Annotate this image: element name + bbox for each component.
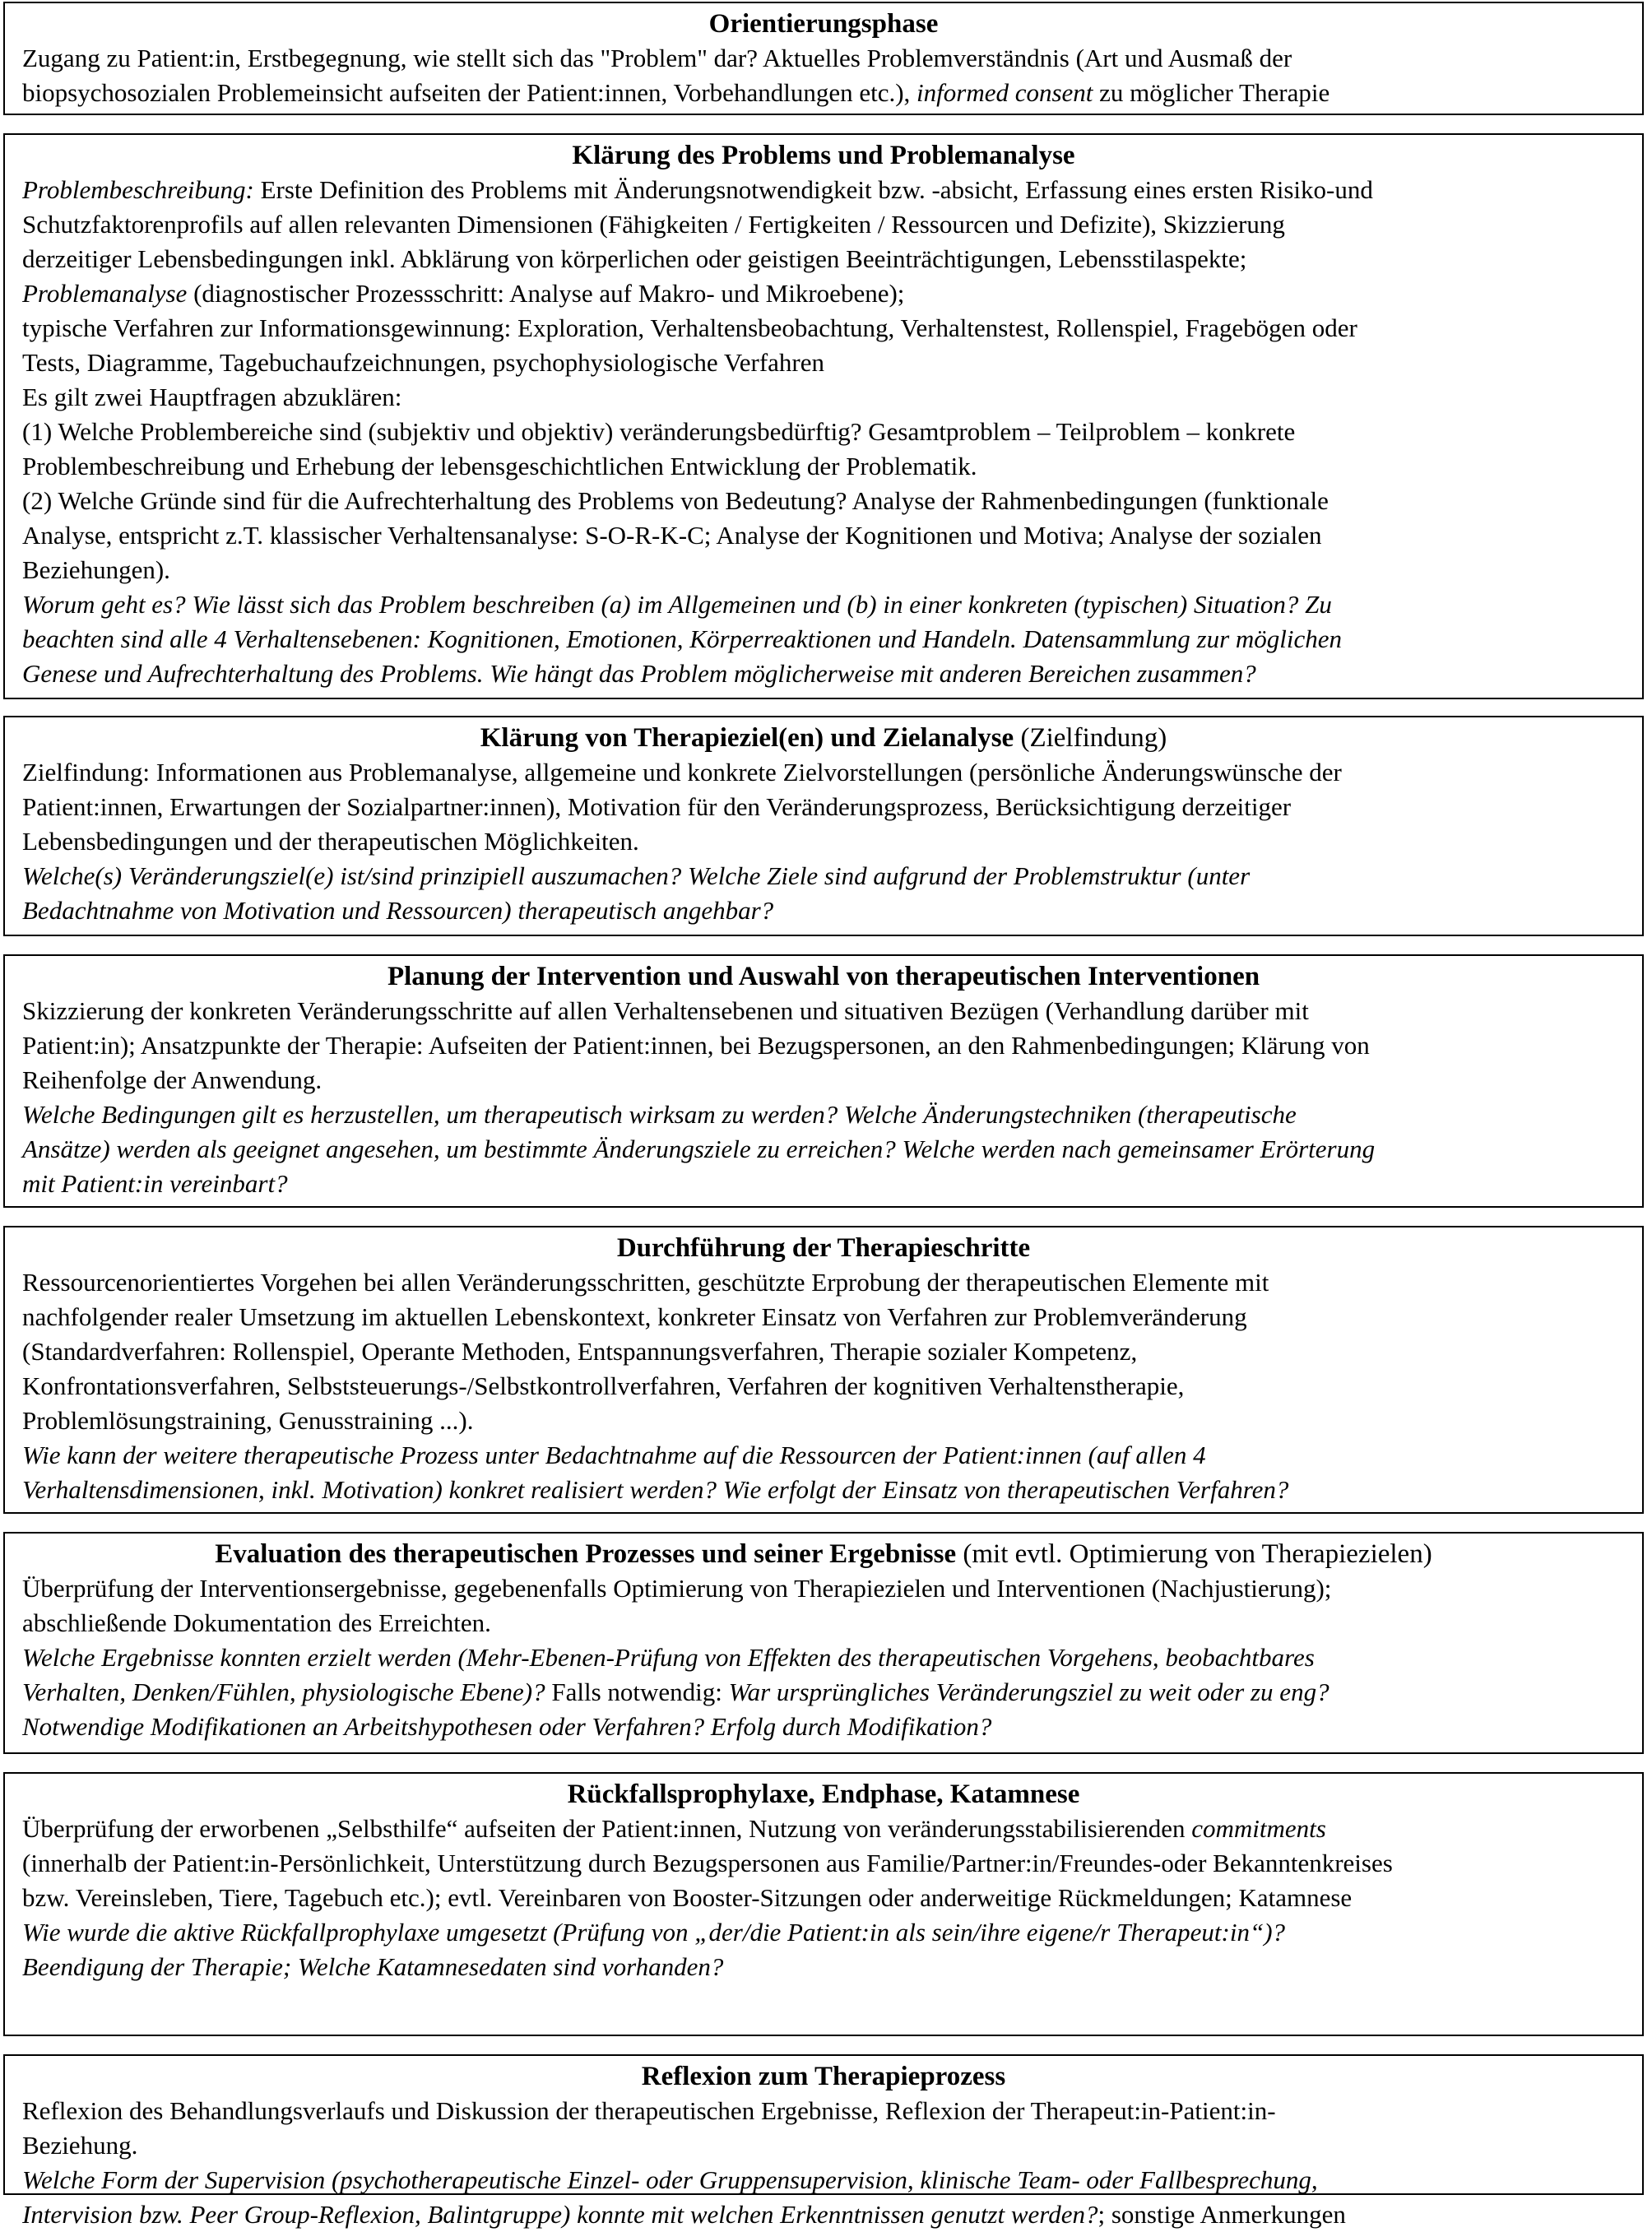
text-line [22,755,1625,790]
regular-text: nachfolgender realer Umsetzung im aktuellen Lebenskontext, konkreter Einsatz von Verfahren zur Problemveränderung [22,1302,1247,1331]
text-line [22,346,1625,380]
italic-text: Genese und Aufrechterhaltung des Problems. Wie hängt das Problem möglicherweise mit anderen Bereichen zusammen? [22,659,1256,688]
text-line [22,1063,1625,1097]
text-line [22,1404,1625,1438]
italic-text: Bedachtnahme von Motivation und Ressourcen) therapeutisch angehbar? [22,896,774,925]
regular-text: Reihenfolge der Anwendung. [22,1065,323,1094]
italic-text: Problembeschreibung: [22,175,254,204]
regular-text: Ressourcenorientiertes Vorgehen bei allen Veränderungsschritten, geschützte Erprobung der therapeutischen Elemente mit [22,1268,1269,1297]
text-line [22,1950,1625,1984]
section-title [22,1231,1625,1265]
text-line [22,380,1625,415]
italic-text: Worum geht es? Wie lässt sich das Problem beschreiben (a) im Allgemeinen und (b) in einer konkreten (typischen) Situation? Zu [22,590,1332,619]
regular-text: Erste Definition des Problems mit Änderungsnotwendigkeit bzw. -absicht, Erfassung eines ersten Risiko-und [253,175,1373,204]
regular-text: Falls notwendig: [545,1677,729,1706]
regular-text: bzw. Vereinsleben, Tiere, Tagebuch etc.); evtl. Vereinbaren von Booster-Sitzungen oder anderweitige Rückmeldungen; Katamnese [22,1883,1353,1912]
text-line [22,1369,1625,1404]
italic-text: War ursprüngliches Veränderungsziel zu weit oder zu eng? [728,1677,1329,1706]
section-title-text: Klärung des Problems und Problemanalyse [572,141,1075,170]
section-title [22,721,1625,755]
regular-text: Problemlösungstraining, Genusstraining ...). [22,1406,474,1435]
regular-text: Konfrontationsverfahren, Selbststeuerungs-/Selbstkontrollverfahren, Verfahren der kognitiven Verhaltenstherapie, [22,1371,1185,1400]
regular-text: Analyse, entspricht z.T. klassischer Verhaltensanalyse: S-O-R-K-C; Analyse der Kognitionen und Motiva; Analyse der sozialen [22,521,1322,550]
text-line [22,1915,1625,1950]
text-line [22,207,1625,242]
text-line [22,1473,1625,1507]
text-line [22,657,1625,691]
text-line [22,76,1625,110]
italic-text: Ansätze) werden als geeignet angesehen, um bestimmte Änderungsziele zu erreichen? Welche werden nach gemeinsamer Erörterung [22,1135,1376,1163]
section-title-text: Durchführung der Therapieschritte [616,1233,1031,1263]
section-title [22,1537,1625,1571]
text-line [22,2197,1625,2232]
text-line [22,790,1625,824]
regular-text: Beziehung. [22,2131,138,2160]
text-line [22,276,1625,311]
italic-text: Wie kann der weitere therapeutische Prozess unter Bedachtnahme auf die Ressourcen der Patient:innen (auf allen 4 [22,1441,1206,1469]
regular-text: Patient:in); Ansatzpunkte der Therapie: Aufseiten der Patient:innen, bei Bezugspersonen, an den Rahmenbedingungen; Klärung von [22,1031,1370,1060]
section-box [3,2054,1644,2229]
regular-text: Skizzierung der konkreten Veränderungsschritte auf allen Verhaltensebenen und situativen Bezügen (Verhandlung darüber mit [22,996,1309,1025]
italic-text: Verhaltensdimensionen, inkl. Motivation) konkret realisiert werden? Wie erfolgt der Einsatz von therapeutischen Verfahren? [22,1475,1289,1504]
regular-text: Tests, Diagramme, Tagebuchaufzeichnungen, psychophysiologische Verfahren [22,348,825,377]
regular-text: Zielfindung: Informationen aus Problemanalyse, allgemeine und konkrete Zielvorstellungen (persönliche Änderungswünsche der [22,758,1342,787]
regular-text: (Standardverfahren: Rollenspiel, Operante Methoden, Entspannungsverfahren, Therapie sozialer Kompetenz, [22,1337,1138,1366]
regular-text: typische Verfahren zur Informationsgewinnung: Exploration, Verhaltensbeobachtung, Verhaltenstest, Rollenspiel, Fragebögen oder [22,313,1357,342]
section-title-text: Klärung von Therapieziel(en) und Zielanalyse [480,723,1014,753]
section-box [3,954,1644,1208]
text-line [22,1334,1625,1369]
regular-text: Überprüfung der erworbenen „Selbsthilfe“ aufseiten der Patient:innen, Nutzung von veränderungsstabilisierenden [22,1814,1192,1843]
text-line [22,1097,1625,1132]
section-box [3,133,1644,699]
italic-text: Wie wurde die aktive Rückfallprophylaxe umgesetzt (Prüfung von „der/die Patient:in als sein/ihre eigene/r Therapeut:in“)? [22,1918,1286,1947]
regular-text: Es gilt zwei Hauptfragen abzuklären: [22,383,402,411]
text-line [22,1571,1625,1606]
text-line [22,1710,1625,1744]
italic-text: Notwendige Modifikationen an Arbeitshypothesen oder Verfahren? Erfolg durch Modifikation? [22,1712,992,1741]
regular-text: (2) Welche Gründe sind für die Aufrechterhaltung des Problems von Bedeutung? Analyse der Rahmenbedingungen (funktionale [22,486,1329,515]
text-line [22,2128,1625,2163]
section-box [3,1772,1644,2036]
italic-text: Welche Form der Supervision (psychotherapeutische Einzel- oder Gruppensupervision, klinische Team- oder Fallbesprechung, [22,2165,1318,2194]
section-box [3,2,1644,115]
regular-text: Patient:innen, Erwartungen der Sozialpartner:innen), Motivation für den Veränderungsprozess, Berücksichtigung derzeitiger [22,792,1292,821]
section-title-suffix: (mit evtl. Optimierung von Therapiezielen) [956,1539,1432,1569]
text-line [22,449,1625,484]
section-box [3,1226,1644,1514]
regular-text: Beziehungen). [22,555,170,584]
italic-text: Welche(s) Veränderungsziel(e) ist/sind prinzipiell auszumachen? Welche Ziele sind aufgrund der Problemstruktur (unter [22,861,1251,890]
regular-text: Schutzfaktorenprofils auf allen relevanten Dimensionen (Fähigkeiten / Fertigkeiten / Ressourcen und Defizite), Skizzierung [22,210,1285,239]
regular-text: derzeitiger Lebensbedingungen inkl. Abklärung von körperlichen oder geistigen Beeinträchtigungen, Lebensstilaspekte; [22,244,1247,273]
text-line [22,1438,1625,1473]
italic-text: commitments [1191,1814,1326,1843]
text-line [22,1265,1625,1300]
regular-text: Lebensbedingungen und der therapeutischen Möglichkeiten. [22,827,639,856]
section-box [3,1532,1644,1754]
italic-text: informed consent [916,78,1093,107]
regular-text: Überprüfung der Interventionsergebnisse, gegebenenfalls Optimierung von Therapiezielen und Interventionen (Nachjustierung); [22,1574,1332,1603]
text-line [22,893,1625,928]
section-title-text: Reflexion zum Therapieprozess [641,2062,1006,2091]
text-line [22,415,1625,449]
italic-text: mit Patient:in vereinbart? [22,1169,288,1198]
regular-text: (diagnostischer Prozessschritt: Analyse auf Makro- und Mikroebene); [187,279,905,308]
text-line [22,242,1625,276]
text-line [22,824,1625,859]
regular-text: (1) Welche Problembereiche sind (subjektiv und objektiv) veränderungsbedürftig? Gesamtproblem – Teilproblem – konkrete [22,417,1296,446]
text-line [22,2163,1625,2197]
section-title [22,1777,1625,1812]
italic-text: Beendigung der Therapie; Welche Katamnesedaten sind vorhanden? [22,1952,724,1981]
text-line [22,2094,1625,2128]
regular-text: Reflexion des Behandlungsverlaufs und Diskussion der therapeutischen Ergebnisse, Reflexion der Therapeut:in-Patient:in- [22,2096,1276,2125]
regular-text: zu möglicher Therapie [1093,78,1330,107]
italic-text: Verhalten, Denken/Fühlen, physiologische Ebene)? [22,1677,545,1706]
regular-text: biopsychosozialen Problemeinsicht aufseiten der Patient:innen, Vorbehandlungen etc.), [22,78,917,107]
regular-text: Zugang zu Patient:in, Erstbegegnung, wie stellt sich das "Problem" dar? Aktuelles Problemverständnis (Art und Ausmaß der [22,44,1292,72]
text-line [22,1812,1625,1846]
regular-text: abschließende Dokumentation des Erreichten. [22,1608,491,1637]
text-line [22,1167,1625,1201]
text-line [22,518,1625,553]
section-title [22,2059,1625,2094]
text-line [22,994,1625,1028]
italic-text: Welche Bedingungen gilt es herzustellen, um therapeutisch wirksam zu werden? Welche Änderungstechniken (therapeutische [22,1100,1297,1129]
text-line [22,1606,1625,1640]
text-line [22,311,1625,346]
text-line [22,1846,1625,1881]
text-line [22,484,1625,518]
section-box [3,716,1644,936]
italic-text: beachten sind alle 4 Verhaltensebenen: Kognitionen, Emotionen, Körperreaktionen und Handeln. Datensammlung zur möglichen [22,624,1343,653]
section-title-suffix: (Zielfindung) [1014,723,1167,753]
text-line [22,1881,1625,1915]
italic-text: Intervision bzw. Peer Group-Reflexion, Balintgruppe) konnte mit welchen Erkenntnissen genutzt werden? [22,2200,1098,2229]
text-line [22,1640,1625,1675]
section-title [22,7,1625,41]
section-title [22,138,1625,173]
text-line [22,1675,1625,1710]
regular-text: Problembeschreibung und Erhebung der lebensgeschichtlichen Entwicklung der Problematik. [22,452,977,480]
text-line [22,587,1625,622]
text-line [22,41,1625,76]
text-line [22,1028,1625,1063]
text-line [22,553,1625,587]
italic-text: Problemanalyse [22,279,188,308]
section-title-text: Evaluation des therapeutischen Prozesses und seiner Ergebnisse [215,1539,957,1569]
text-line [22,1300,1625,1334]
text-line [22,173,1625,207]
text-line [22,1132,1625,1167]
text-line [22,859,1625,893]
regular-text: ; sonstige Anmerkungen [1097,2200,1346,2229]
italic-text: Welche Ergebnisse konnten erzielt werden (Mehr-Ebenen-Prüfung von Effekten des therapeutischen Vorgehens, beobachtbares [22,1643,1315,1672]
section-title-text: Rückfallsprophylaxe, Endphase, Katamnese [567,1780,1080,1809]
text-line [22,622,1625,657]
section-title [22,959,1625,994]
regular-text: (innerhalb der Patient:in-Persönlichkeit, Unterstützung durch Bezugspersonen aus Familie/Partner:in/Freundes-oder Bekanntenkreises [22,1849,1393,1877]
section-title-text: Orientierungsphase [708,9,939,39]
section-title-text: Planung der Intervention und Auswahl von therapeutischen Interventionen [387,962,1260,991]
